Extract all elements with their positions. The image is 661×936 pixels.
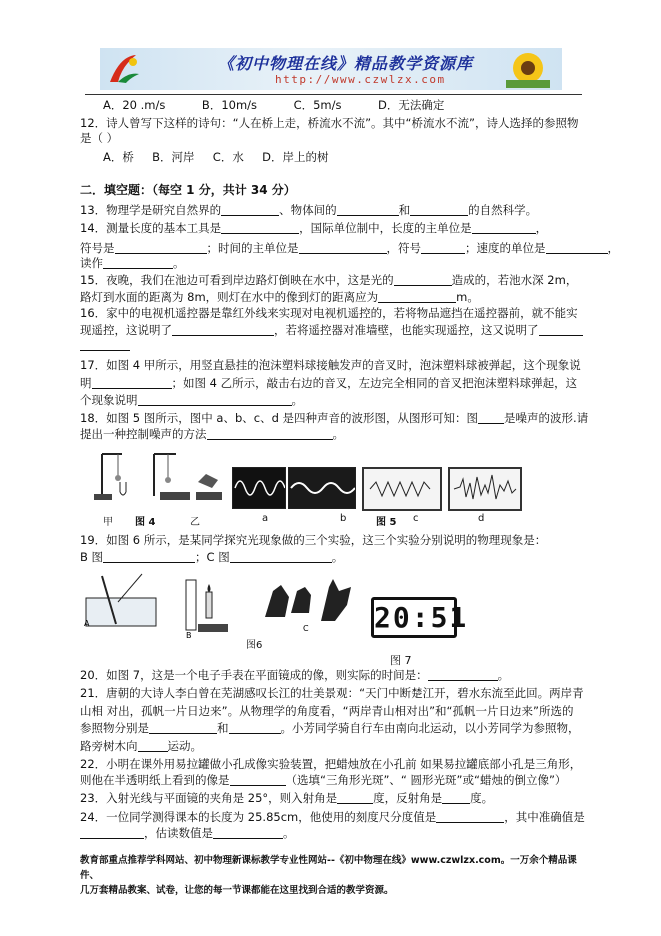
- waveform-d: [448, 467, 522, 511]
- q21-line4: 路旁树木向 运动。: [80, 739, 202, 753]
- q16-line1: 16．家中的电视机遥控器是靠红外线来实现对电视机遥控的，若将物品遮挡在遥控器前，就不能实: [80, 306, 578, 320]
- figure-6b-candle-mirror: [180, 572, 240, 640]
- q23-blank-1[interactable]: [337, 792, 373, 804]
- q24-line2: ，估读数值是 。: [80, 826, 295, 841]
- q14-blank-7[interactable]: [103, 257, 173, 269]
- figure-6c-shadow-puppets: [255, 577, 365, 632]
- q17-line1: 17．如图 4 甲所示，用竖直悬挂的泡沫塑料球接触发声的音叉时，泡沫塑料球被弹起，这个现象说: [80, 358, 581, 372]
- q17-line2: 明 ；如图 4 乙所示，敲击右边的音叉，左边完全相同的音叉把泡沫塑料球弹起，这: [80, 376, 578, 390]
- header-rule: [85, 94, 582, 95]
- q21-blank-1[interactable]: [149, 722, 217, 734]
- svg-text:C: C: [303, 624, 309, 632]
- q24-blank-3[interactable]: [213, 827, 283, 839]
- waveform-b: [288, 467, 356, 509]
- q19-blank-2[interactable]: [230, 551, 332, 563]
- fig5-d-label: d: [478, 513, 485, 524]
- site-url[interactable]: http://www.czwlzx.com: [275, 73, 446, 86]
- q21-line1: 21．唐朝的大诗人李白曾在芜湖感叹长江的壮美景观：“天门中断楚江开，碧水东流至此回。两岸青: [80, 686, 584, 700]
- svg-text:B: B: [186, 631, 192, 640]
- sunflower-icon: [498, 50, 558, 88]
- q13-blank-3[interactable]: [410, 204, 468, 216]
- q18-line1: 18．如图 5 图所示，图中 a、b、c、d 是四种声音的波形图，从图形可知：图 是噪声的波形.请: [80, 411, 589, 425]
- fig5-c-label: c: [413, 513, 419, 524]
- fig5-a-label: a: [262, 513, 269, 524]
- q12-options: A．桥 B．河岸 C．水 D．岸上的树: [103, 150, 329, 164]
- q16-blank-1[interactable]: [172, 324, 274, 336]
- q21-blank-3[interactable]: [138, 740, 168, 752]
- q19-line1: 19．如图 6 所示，是某同学探究光现象做的三个实验，这三个实验分别说明的物理现象是：: [80, 533, 547, 547]
- q12-line2: 是（ ）: [80, 131, 119, 145]
- q16-line3: [80, 338, 130, 353]
- fig6-caption: 图6: [246, 640, 263, 651]
- q13: 13．物理学是研究自然界的 、物体间的 和 的自然科学。: [80, 203, 538, 217]
- q19-line2: B 图 ；C 图 。: [80, 550, 344, 564]
- q19-blank-1[interactable]: [103, 551, 195, 563]
- q13-blank-1[interactable]: [221, 204, 279, 216]
- q17-blank-1[interactable]: [92, 377, 172, 389]
- q15-blank-2[interactable]: [378, 291, 456, 303]
- q24-blank-1[interactable]: [436, 811, 504, 823]
- site-title: 《初中物理在线》精品教学资源库: [218, 54, 474, 73]
- q18-line2: 提出一种控制噪声的方法 。: [80, 427, 344, 441]
- q14-line1: 14．测量长度的基本工具是 ，国际单位制中，长度的主单位是 ，: [80, 221, 548, 235]
- fig4-yi-label: 乙: [190, 517, 200, 528]
- q14-line2: 符号是 ；时间的主单位是 ，符号 ；速度的单位是 ，: [80, 241, 619, 255]
- q14-blank-1[interactable]: [221, 222, 299, 234]
- waveform-c: [362, 467, 442, 511]
- q24-line1: 24．一位同学测得课本的长度为 25.85cm，他使用的刻度尺分度值是 ，其中准确值是: [80, 810, 585, 824]
- q14-blank-5[interactable]: [421, 242, 465, 254]
- q24-blank-2[interactable]: [80, 827, 144, 839]
- q14-line3: 读作 。: [80, 256, 185, 270]
- q11-options: A．20 .m/s B．10m/s C．5m/s D．无法确定: [103, 98, 445, 112]
- q20-blank[interactable]: [428, 669, 498, 681]
- figure-4-tuning-forks: [88, 448, 228, 510]
- fig4-jia-label: 甲: [103, 517, 113, 528]
- q17-blank-2[interactable]: [138, 394, 292, 406]
- q23-blank-2[interactable]: [442, 792, 470, 804]
- q15-blank-1[interactable]: [394, 274, 452, 286]
- section-title: 二．填空题：（每空 1 分，共计 34 分）: [80, 183, 296, 197]
- mirrored-clock-display: 20:51: [371, 597, 457, 638]
- q18-blank-2[interactable]: [207, 428, 333, 440]
- fig5-caption: 图 5: [376, 517, 397, 528]
- site-logo-icon: [106, 52, 142, 86]
- q14-blank-3[interactable]: [115, 242, 207, 254]
- header-banner: [100, 48, 562, 90]
- q22-blank[interactable]: [230, 774, 286, 786]
- svg-text:A: A: [84, 619, 90, 628]
- q14-blank-6[interactable]: [546, 242, 608, 254]
- figure-6a-refraction: [82, 572, 172, 630]
- q17-line3: 个现象说明 。: [80, 393, 303, 407]
- q20: 20．如图 7，这是一个电子手表在平面镜成的像，则实际的时间是： 。: [80, 668, 510, 682]
- q16-blank-2[interactable]: [539, 324, 583, 336]
- q16-blank-3[interactable]: [80, 339, 130, 351]
- fig4-caption: 图 4: [135, 517, 156, 528]
- q13-blank-2[interactable]: [337, 204, 399, 216]
- q14-blank-2[interactable]: [472, 222, 536, 234]
- fig7-caption: 图 7: [390, 654, 412, 667]
- q23: 23．入射光线与平面镜的夹角是 25°，则入射角是 度，反射角是 度。: [80, 791, 494, 805]
- q21-line3: 参照物分别是 和 。小芳同学骑自行车由南向北运动，以小芳同学为参照物，: [80, 721, 580, 735]
- page-footer: [80, 853, 590, 898]
- q18-blank-1[interactable]: [478, 412, 504, 424]
- q21-line2: 山相 对出，孤帆一片日边来”。从物理学的角度看，“两岸青山相对出”和“孤帆一片日边来”所选的: [80, 704, 574, 718]
- q16-line2: 现遥控，这说明了 ，若将遥控器对准墙壁，也能实现遥控，这又说明了: [80, 323, 583, 338]
- q22-line2: 则他在半透明纸上看到的像是 （选填“三角形光斑”、“ 圆形光斑”或“蜡烛的倒立像”）: [80, 773, 567, 787]
- q12-line1: 12．诗人曾写下这样的诗句：“人在桥上走，桥流水不流”。其中“桥流水不流”，诗人选择的参照物: [80, 116, 579, 130]
- footer-line1: 教育部重点推荐学科网站、初中物理新课标教学专业性网站--《初中物理在线》www.czwlzx.com。一万余个精品课件、: [80, 855, 577, 881]
- q15-line2: 路灯到水面的距离为 8m，则灯在水中的像到灯的距离应为 m。: [80, 290, 479, 304]
- waveform-a: [232, 467, 286, 509]
- q14-blank-4[interactable]: [299, 242, 387, 254]
- q21-blank-2[interactable]: [229, 722, 281, 734]
- q22-line1: 22．小明在课外用易拉罐做小孔成像实验装置，把蜡烛放在小孔前 如果易拉罐底部小孔是三角形，: [80, 757, 582, 771]
- fig5-b-label: b: [340, 513, 347, 524]
- footer-line2: 几万套精品教案、试卷，让您的每一节课都能在这里找到合适的教学资源。: [80, 885, 394, 896]
- q15-line1: 15．夜晚，我们在池边可看到岸边路灯倒映在水中，这是光的 造成的，若池水深 2m，: [80, 273, 578, 287]
